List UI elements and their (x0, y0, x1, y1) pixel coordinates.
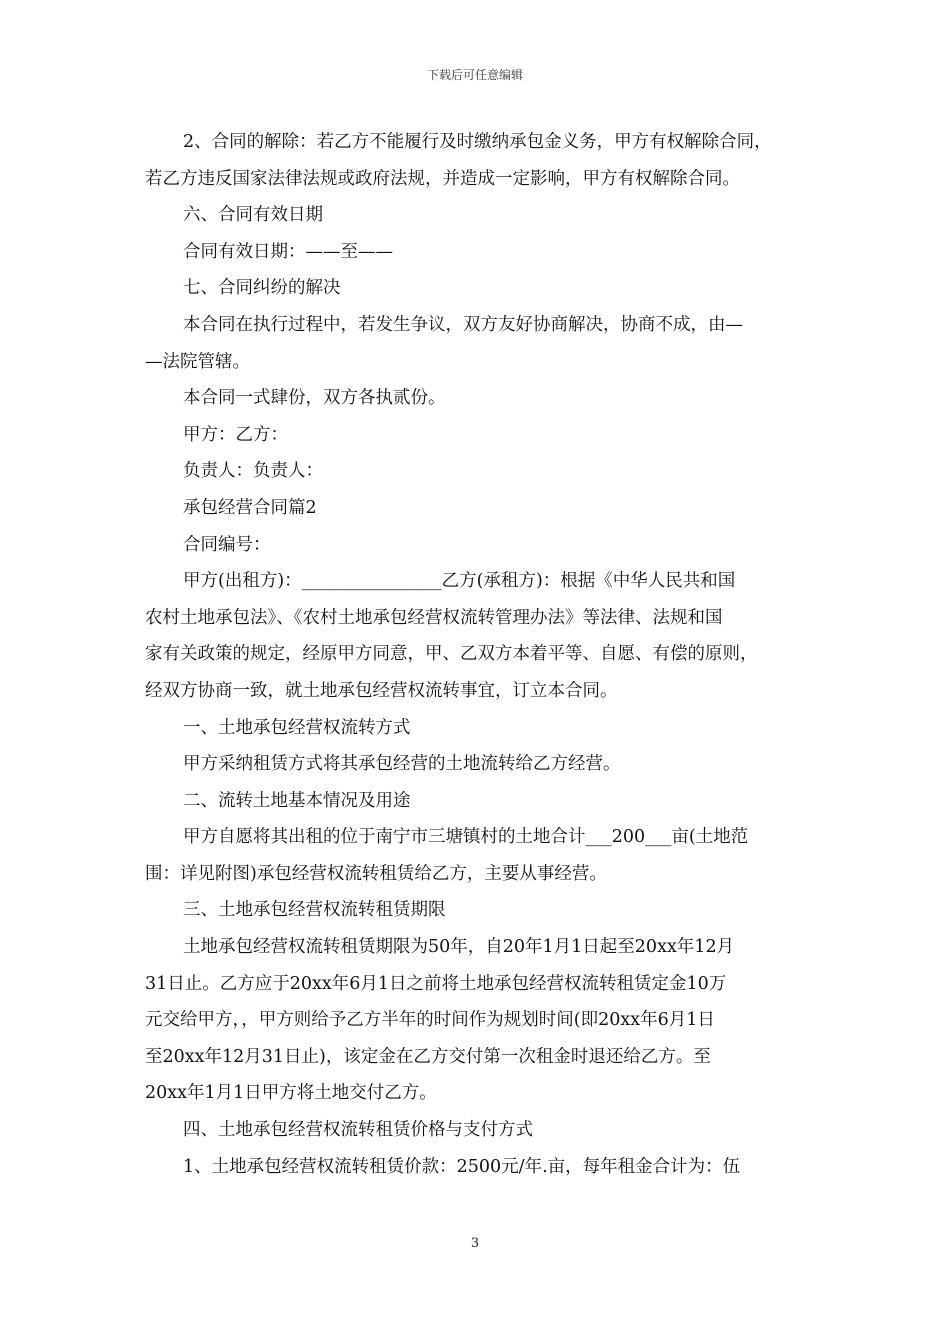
text-line: 经双方协商一致，就土地承包经营权流转事宜，订立本合同。 (145, 680, 618, 701)
text-line: —法院管辖。 (145, 351, 250, 372)
text-line: 至20xx年12月31日止)，该定金在乙方交付第一次租金时退还给乙方。至 (145, 1046, 711, 1067)
text-line: 家有关政策的规定，经原甲方同意，甲、乙双方本着平等、自愿、有偿的原则， (145, 644, 758, 665)
text-line: 甲方(出租方)：________________乙方(承租方)：根据《中华人民共和国 (183, 571, 736, 592)
section-heading: 四、土地承包经营权流转租赁价格与支付方式 (183, 1120, 533, 1141)
text-line: 若乙方违反国家法律法规或政府法规，并造成一定影响，甲方有权解除合同。 (145, 168, 740, 189)
text-line: 农村土地承包法》、《农村土地承包经营权流转管理办法》等法律、法规和国 (145, 607, 723, 628)
page-header: 下载后可任意编辑 (426, 68, 523, 82)
document-title: 承包经营合同篇2 (183, 497, 317, 518)
section-heading: 二、流转土地基本情况及用途 (183, 790, 411, 811)
document-body (145, 124, 807, 1185)
text-line: 合同有效日期：——至—— (183, 241, 393, 262)
section-heading: 三、土地承包经营权流转租赁期限 (183, 900, 446, 921)
text-line: 元交给甲方，，甲方则给予乙方半年的时间作为规划时间(即20xx年6月1日 (145, 1010, 715, 1031)
text-line: 31日止。乙方应于20xx年6月1日之前将土地承包经营权流转租赁定金10万 (145, 973, 727, 994)
signature-line: 甲方：乙方： (183, 424, 288, 445)
page-number: 3 (470, 1236, 480, 1251)
contract-number: 合同编号： (183, 534, 271, 555)
text-line: 20xx年1月1日甲方将土地交付乙方。 (145, 1083, 437, 1104)
text-line: 2、合同的解除：若乙方不能履行及时缴纳承包金义务，甲方有权解除合同， (183, 132, 772, 152)
section-heading: 六、合同有效日期 (183, 205, 323, 226)
text-line: 本合同在执行过程中，若发生争议，双方友好协商解决，协商不成，由— (183, 314, 743, 335)
section-heading: 七、合同纠纷的解决 (183, 278, 341, 299)
text-line: 甲方自愿将其出租的位于南宁市三塘镇村的土地合计___200___亩(土地范 (183, 827, 749, 848)
text-line: 土地承包经营权流转租赁期限为50年，自20年1月1日起至20xx年12月 (183, 937, 735, 958)
text-line: 甲方采纳租赁方式将其承包经营的土地流转给乙方经营。 (183, 754, 621, 775)
section-heading: 一、土地承包经营权流转方式 (183, 717, 411, 738)
text-line: 1、土地承包经营权流转租赁价款：2500元/年.亩，每年租金合计为：伍 (183, 1156, 741, 1177)
text-line: 本合同一式肆份，双方各执贰份。 (183, 388, 446, 409)
text-line: 围：详见附图)承包经营权流转租赁给乙方，主要从事经营。 (145, 863, 607, 884)
signature-line: 负责人：负责人： (183, 461, 323, 482)
